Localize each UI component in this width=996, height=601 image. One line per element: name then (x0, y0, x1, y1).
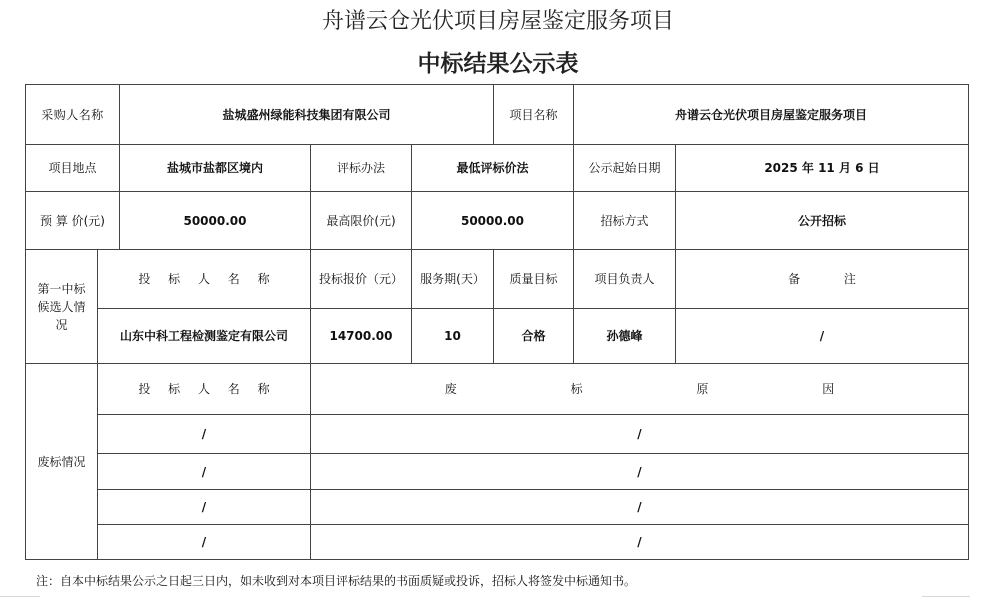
footnote: 注：自本中标结果公示之日起三日内，如未收到对本项目评标结果的书面质疑或投诉，招标人将签发中标通知书。 (36, 574, 637, 588)
max-price-label: 最高限价(元) (326, 213, 396, 228)
rejected-row-reason: / (637, 535, 642, 549)
rejected-header-reason: 废 标 原 因 (444, 382, 835, 396)
rejected-row-bidder: / (201, 500, 207, 514)
budget-value: 50000.00 (183, 213, 247, 228)
candidate-bidder: 山东中科工程检测鉴定有限公司 (119, 329, 288, 343)
purchaser-value: 盐城盛州绿能科技集团有限公司 (222, 107, 391, 122)
eval-method-label: 评标办法 (336, 161, 385, 175)
rejected-row-bidder: / (201, 464, 207, 479)
rejected-row-reason: / (637, 427, 642, 441)
page-edge-mark (922, 596, 970, 597)
project-name-value: 舟谱云仓光伏项目房屋鉴定服务项目 (674, 107, 867, 122)
rejected-header-bidder: 投 标 人 名 称 (138, 382, 270, 396)
rejected-row-reason: / (637, 500, 642, 514)
page-edge-mark (0, 596, 40, 597)
candidate-header-period: 服务期(天） (420, 272, 485, 286)
tender-method-value: 公开招标 (797, 213, 846, 228)
budget-label: 预 算 价(元) (40, 213, 105, 228)
candidate-header-quality: 质量目标 (509, 272, 558, 286)
purchaser-label: 采购人名称 (41, 107, 104, 122)
rejected-section-label: 废标情况 (37, 454, 86, 469)
eval-method-value: 最低评标价法 (456, 161, 529, 175)
candidate-quality: 合格 (521, 329, 546, 343)
candidate-price: 14700.00 (329, 329, 393, 343)
start-date-label: 公示起始日期 (588, 161, 661, 175)
candidate-section-label: 第一中标候选人情况 (37, 281, 86, 332)
location-value: 盐城市盐都区境内 (166, 161, 263, 175)
doc-title: 舟谱云仓光伏项目房屋鉴定服务项目 (321, 9, 674, 34)
candidate-header-bidder: 投 标 人 名 称 (138, 272, 270, 286)
rejected-row-bidder: / (201, 535, 207, 549)
rejected-row-bidder: / (201, 427, 207, 441)
tender-method-label: 招标方式 (600, 213, 649, 228)
candidate-period: 10 (444, 329, 461, 343)
start-date-value: 2025 年 11 月 6 日 (764, 161, 880, 175)
rejected-row-reason: / (637, 464, 642, 479)
candidate-header-remark: 备 注 (788, 272, 856, 286)
candidate-manager: 孙德峰 (606, 329, 643, 343)
candidate-header-manager: 项目负责人 (594, 272, 655, 286)
candidate-header-price: 投标报价（元） (318, 272, 403, 286)
project-name-label: 项目名称 (509, 107, 558, 122)
max-price-value: 50000.00 (460, 213, 524, 228)
candidate-remark: / (819, 329, 825, 343)
location-label: 项目地点 (48, 161, 97, 175)
doc-subtitle: 中标结果公示表 (417, 50, 579, 77)
